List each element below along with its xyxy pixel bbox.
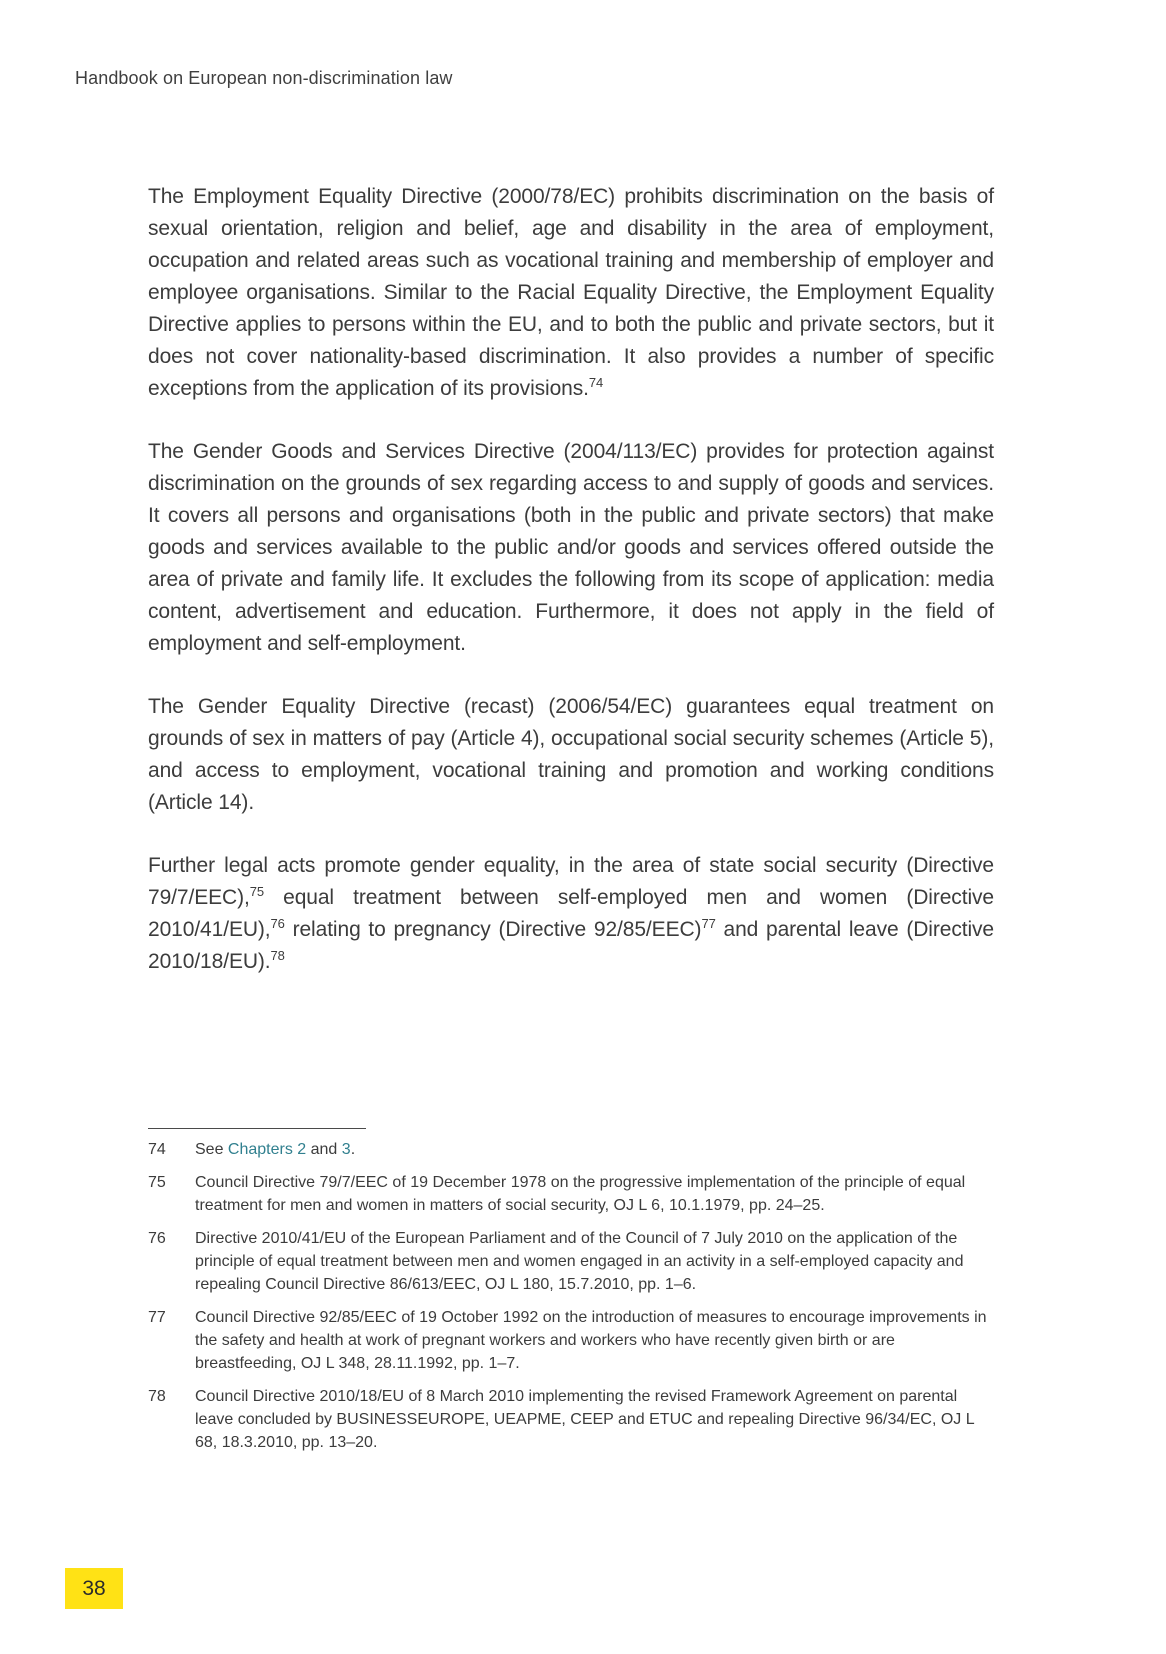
body-paragraph: [148, 436, 994, 660]
body-paragraph: [148, 850, 994, 978]
text-run: Council Directive 92/85/EEC of 19 October 1992 on the introduction of measures to encourage improvements in the safety and health at work of pregnant workers and workers who have recently given birth or are breastfeeding, OJ L 348, 28.11.1992, pp. 1–7.: [195, 1309, 987, 1372]
footnote-list: [148, 1138, 994, 1454]
footnote-text: [195, 1171, 994, 1217]
footnote-link[interactable]: Chapters 2: [227, 1141, 307, 1158]
text-run: equal treatment between self-employed men and women (Directive 2010/41/EU),: [148, 886, 994, 941]
footnote-text: [195, 1385, 994, 1454]
footnote-text: [195, 1138, 994, 1161]
footnote-number: 78: [148, 1388, 166, 1405]
footnote-item: [148, 1227, 994, 1296]
text-run: The Gender Equality Directive (recast) (2006/54/EC) guarantees equal treatment on grounds of sex in matters of pay (Article 4), occupational social security schemes (Article 5), and access to employment, vocational training and promotion and working conditions (Article 14).: [148, 695, 994, 814]
text-run: Council Directive 79/7/EEC of 19 December 1978 on the progressive implementation of the principle of equal treatment for men and women in matters of social security, OJ L 6, 10.1.1979, pp. 24–25.: [195, 1174, 966, 1214]
footnote-item: [148, 1138, 994, 1161]
footnote-ref: 77: [701, 916, 716, 931]
footnote-number: 76: [148, 1230, 166, 1247]
text-run: Directive 2010/41/EU of the European Parliament and of the Council of 7 July 2010 on the application of the principle of equal treatment between men and women engaged in an activity in a self-employed capacity and repealing Council Directive 86/613/EEC, OJ L 180, 15.7.2010, pp. 1–6.: [195, 1230, 964, 1293]
text-run: .: [350, 1141, 356, 1158]
footnote-ref: 78: [270, 948, 285, 963]
page-number-badge: 38: [65, 1568, 123, 1609]
text-run: and parental leave (Directive 2010/18/EU).: [148, 918, 994, 973]
footnote-area: [148, 1128, 994, 1454]
text-run: Further legal acts promote gender equality, in the area of state social security (Directive 79/7/EEC),: [148, 854, 994, 909]
body-paragraph: [148, 691, 994, 819]
text-run: and: [306, 1141, 342, 1158]
footnote-separator-rule: [148, 1128, 366, 1129]
footnote-number: 74: [148, 1141, 166, 1158]
footnote-number: 75: [148, 1174, 166, 1191]
footnote-item: [148, 1306, 994, 1375]
footnote-number: 77: [148, 1309, 166, 1326]
footnote-item: [148, 1171, 994, 1217]
footnote-link[interactable]: 3: [341, 1141, 351, 1158]
text-run: The Gender Goods and Services Directive (2004/113/EC) provides for protection against discrimination on the grounds of sex regarding access to and supply of goods and services. It covers all persons and organisations (both in the public and private sectors) that make goods and services available to the public and/or goods and services offered outside the area of private and family life. It excludes the following from its scope of application: media content, advertisement and education. Furthermore, it does not apply in the field of employment and self-employment.: [148, 440, 994, 655]
footnote-ref: 76: [270, 916, 285, 931]
footnote-ref: 75: [249, 884, 264, 899]
text-run: The Employment Equality Directive (2000/78/EC) prohibits discrimination on the basis of sexual orientation, religion and belief, age and disability in the area of employment, occupation and related areas such as vocational training and membership of employer and employee organisations. Similar to the Racial Equality Directive, the Employment Equality Directive applies to persons within the EU, and to both the public and private sectors, but it does not cover nationality-based discrimination. It also provides a number of specific exceptions from the application of its provisions.: [148, 185, 994, 400]
text-run: Council Directive 2010/18/EU of 8 March 2010 implementing the revised Framework Agreement on parental leave concluded by BUSINESSEUROPE, UEAPME, CEEP and ETUC and repealing Directive 96/34/EC, OJ L 68, 18.3.2010, pp. 13–20.: [195, 1388, 975, 1451]
text-run: relating to pregnancy (Directive 92/85/EEC): [284, 918, 702, 941]
running-header: Handbook on European non-discrimination law: [75, 68, 453, 88]
footnote-text: [195, 1306, 994, 1375]
footnote-text: [195, 1227, 994, 1296]
footnote-item: [148, 1385, 994, 1454]
body-paragraph: [148, 181, 994, 405]
footnote-ref: 74: [588, 375, 604, 390]
text-run: See: [195, 1141, 228, 1158]
body-text: [148, 181, 994, 978]
